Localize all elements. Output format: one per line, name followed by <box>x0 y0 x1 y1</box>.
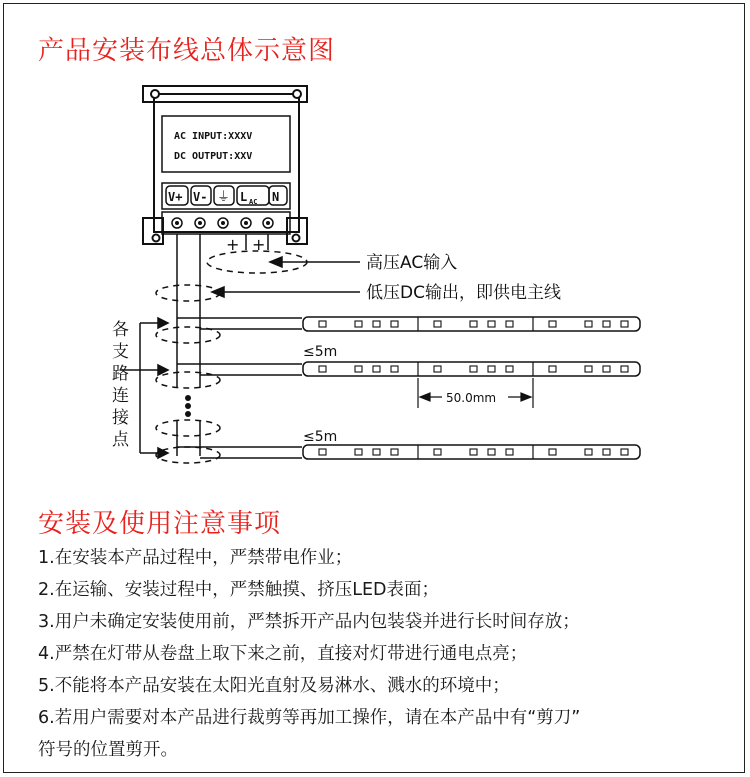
ground-icon: ⏚ <box>217 190 231 205</box>
notes-list <box>38 542 728 766</box>
segment-length-label: 50.0mm <box>446 391 497 405</box>
note-item: 符号的位置剪开。 <box>38 740 178 760</box>
led-strip <box>303 317 640 331</box>
terminal-n: N <box>272 190 280 204</box>
note-item: 3.用户未确定安装使用前，严禁拆开产品内包装袋并进行长时间存放； <box>38 612 580 632</box>
max-length-label-1: ≤5m <box>303 344 338 360</box>
diagram-title: 产品安装布线总体示意图 <box>38 36 336 66</box>
led-strip <box>303 362 640 376</box>
branch-connection-label: 各支路连接点 <box>112 320 129 450</box>
note-item: 1.在安装本产品过程中，严禁带电作业； <box>38 548 353 568</box>
ac-input-label: AC INPUT:XXXV <box>174 131 253 142</box>
notes-title: 安装及使用注意事项 <box>38 509 282 539</box>
terminal-ac: AC <box>249 198 258 206</box>
terminal-vminus: V- <box>193 190 208 204</box>
led-strips <box>303 317 640 459</box>
terminal-vplus: V+ <box>168 190 183 204</box>
note-item: 5.不能将本产品安装在太阳光直射及易淋水、溅水的环境中； <box>38 676 510 696</box>
label-panel <box>162 116 290 172</box>
note-item: 2.在运输、安装过程中，严禁触摸、挤压LED表面； <box>38 580 439 600</box>
led-strip <box>303 445 640 459</box>
plus-sign: + <box>226 235 240 254</box>
note-item: 4.严禁在灯带从卷盘上取下来之前，直接对灯带进行通电点亮； <box>38 644 528 664</box>
high-voltage-callout: 高压AC输入 <box>366 253 458 273</box>
note-item: 6.若用户需要对本产品进行裁剪等再加工操作，请在本产品中有“剪刀” <box>38 708 581 728</box>
terminal-l: L <box>240 190 248 204</box>
continuation-dots <box>185 395 191 417</box>
plus-sign: + <box>252 235 266 254</box>
max-length-label-2: ≤5m <box>303 429 338 445</box>
low-voltage-callout: 低压DC输出，即供电主线 <box>366 283 561 303</box>
dc-main-cable <box>156 234 220 463</box>
dc-output-label: DC OUTPUT:XXV <box>174 151 253 162</box>
